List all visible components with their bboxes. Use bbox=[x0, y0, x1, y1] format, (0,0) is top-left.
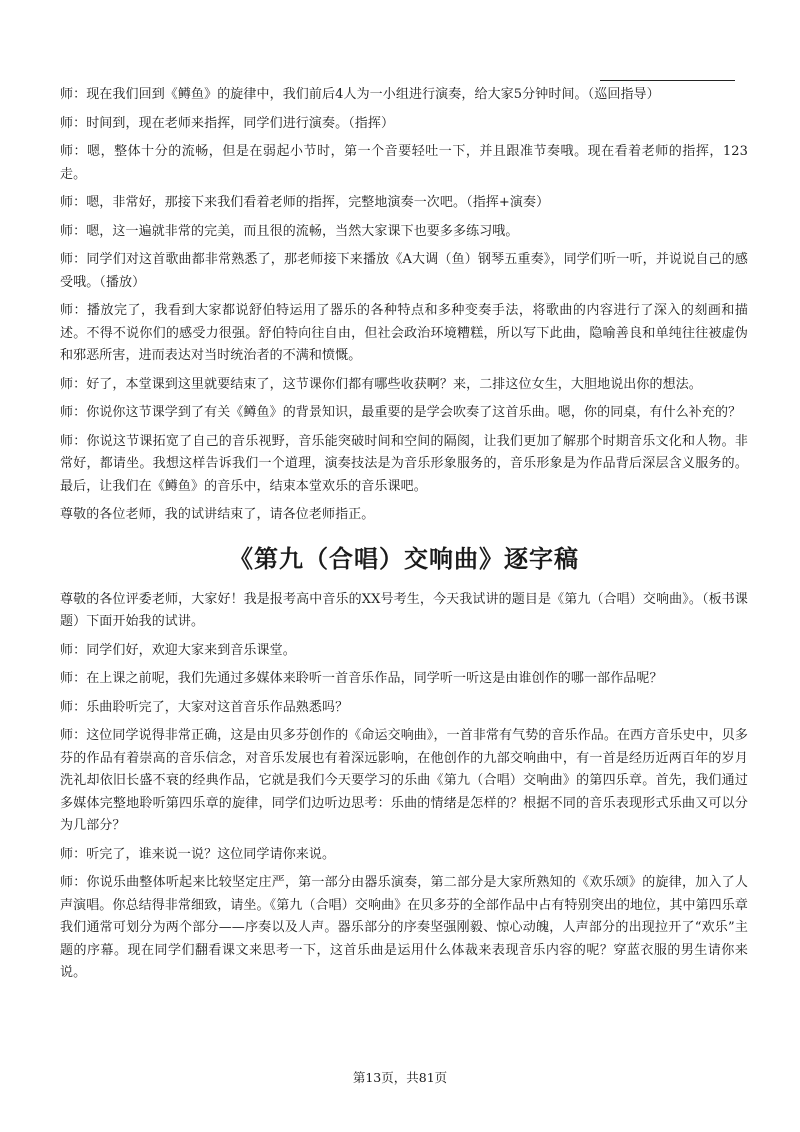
document-body bbox=[60, 84, 748, 991]
section-title: 《第九（合唱）交响曲》逐字稿 bbox=[229, 544, 579, 573]
paragraph: 师：在上课之前呢，我们先通过多媒体来聆听一首音乐作品，同学听一听这是由谁创作的哪一部作品呢？ bbox=[60, 671, 663, 686]
page-number: 第13页，共81页 bbox=[352, 1070, 448, 1085]
paragraph: 师：你说乐曲整体听起来比较坚定庄严，第一部分由器乐演奏，第二部分是大家所熟知的《欢乐颂》的旋律，加入了人声演唱。你总结得非常细致，请坐。《第九（合唱）交响曲》在贝多芬的全部作品中占有特别突出的地位，其中第四乐章我们通常可划分为两个部分——序奏以及人声。器乐部分的序奏坚强刚毅、惊心动魄，人声部分的出现拉开了“欢乐”主题的序幕。现在同学们翻看课文来思考一下，这首乐曲是运用什么体裁来表现音乐内容的呢？穿蓝衣服的男生请你来说。 bbox=[60, 875, 748, 980]
paragraph: 尊敬的各位评委老师，大家好！我是报考高中音乐的XX号考生，今天我试讲的题目是《第九（合唱）交响曲》。（板书课题）下面开始我的试讲。 bbox=[60, 591, 748, 629]
paragraph: 师：这位同学说得非常正确，这是由贝多芬创作的《命运交响曲》，一首非常有气势的音乐作品。在西方音乐史中，贝多芬的作品有着崇高的音乐信念，对音乐发展也有着深远影响，在他创作的九部交响曲中，有一首是经历近两百年的岁月洗礼却依旧长盛不衰的经典作品，它就是我们今天要学习的乐曲《第九（合唱）交响曲》的第四乐章。首先，我们通过多媒体完整地聆听第四乐章的旋律，同学们边听边思考：乐曲的情绪是怎样的？根据不同的音乐表现形式乐曲又可以分为几部分？ bbox=[60, 728, 748, 833]
paragraph: 师：同学们好，欢迎大家来到音乐课堂。 bbox=[60, 642, 296, 658]
paragraph: 师：乐曲聆听完了，大家对这首音乐作品熟悉吗？ bbox=[60, 699, 349, 715]
paragraph: 师：同学们对这首歌曲都非常熟悉了，那老师接下来播放《A大调（鱼）钢琴五重奏》，同学们听一听，并说说自己的感受哦。（播放） bbox=[60, 252, 748, 290]
paragraph: 尊敬的各位老师，我的试讲结束了，请各位老师指正。 bbox=[60, 507, 375, 522]
paragraph: 师：嗯，非常好，那接下来我们看着老师的指挥，完整地演奏一次吧。（指挥+演奏） bbox=[60, 195, 550, 210]
header-rule bbox=[600, 80, 735, 81]
paragraph: 师：你说这节课拓宽了自己的音乐视野，音乐能突破时间和空间的隔阂，让我们更加了解那个时期音乐文化和人物。非常好，都请坐。我想这样告诉我们一个道理，演奏技法是为音乐形象服务的，音乐形象是为作品背后深层含义服务的。最后，让我们在《鳟鱼》的音乐中，结束本堂欢乐的音乐课吧。 bbox=[60, 433, 748, 494]
paragraph: 师：现在我们回到《鳟鱼》的旋律中，我们前后4人为一小组进行演奏，给大家5分钟时间。（巡回指导） bbox=[60, 87, 660, 102]
paragraph: 师：听完了，谁来说一说？这位同学请你来说。 bbox=[60, 846, 336, 862]
section-ninth-symphony bbox=[60, 589, 748, 985]
paragraph: 师：好了，本堂课到这里就要结束了，这节课你们都有哪些收获啊？来，二排这位女生，大胆地说出你的想法。 bbox=[60, 376, 702, 392]
section-trout-lesson bbox=[60, 84, 748, 527]
paragraph: 师：时间到，现在老师来指挥，同学们进行演奏。（指挥） bbox=[60, 115, 395, 131]
paragraph: 师：你说你这节课学到了有关《鳟鱼》的背景知识，最重要的是学会吹奏了这首乐曲。嗯，你的同桌，有什么补充的？ bbox=[60, 405, 742, 420]
paragraph: 师：播放完了，我看到大家都说舒伯特运用了器乐的各种特点和多种变奏手法，将歌曲的内容进行了深入的刻画和描述。不得不说你们的感受力很强。舒伯特向往自由，但社会政治环境糟糕，所以写下此曲，隐喻善良和单纯往往被虚伪和邪恶所害，进而表达对当时统治者的不满和愤慨。 bbox=[60, 303, 748, 363]
paragraph: 师：嗯，这一遍就非常的完美，而且很的流畅，当然大家课下也要多多练习哦。 bbox=[60, 223, 519, 239]
paragraph: 师：嗯，整体十分的流畅，但是在弱起小节时，第一个音要轻吐一下，并且跟准节奏哦。现在看着老师的指挥，123走。 bbox=[60, 144, 748, 182]
